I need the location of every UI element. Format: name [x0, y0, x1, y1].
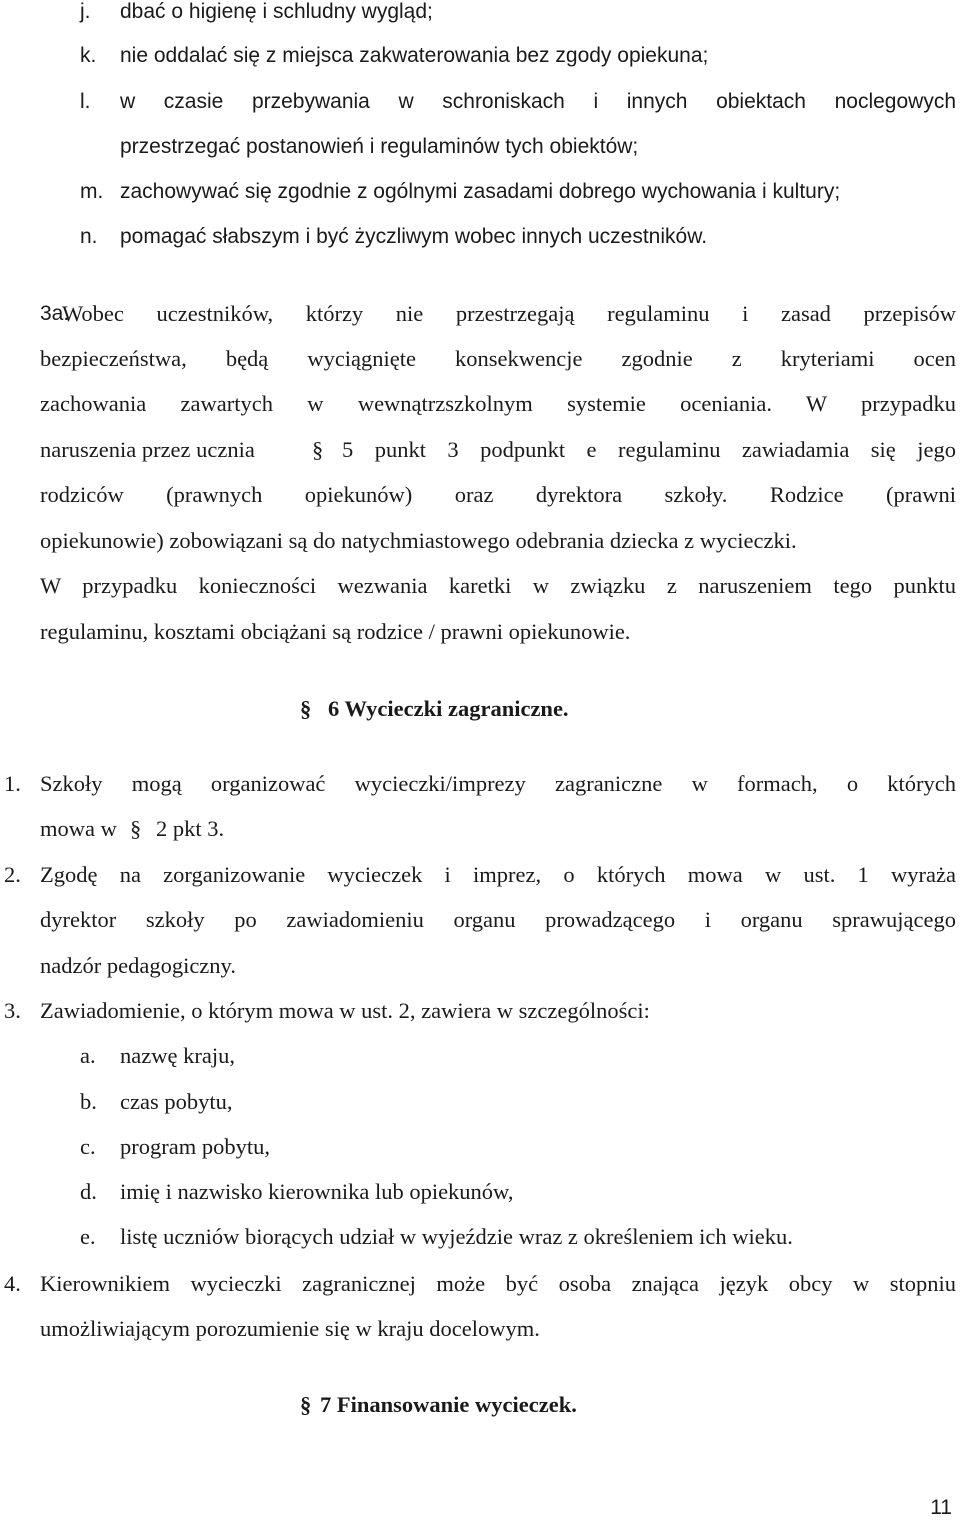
list-item: nie oddalać się z miejsca zakwaterowania bez zgody opiekuna; [120, 44, 709, 67]
list-item: dbać o higienę i schludny wygląd; [120, 0, 433, 23]
paragraph-line: 5 punkt 3 podpunkt e regulaminu zawiadamia się jego [342, 437, 956, 462]
paragraph-line: zachowania zawartych w wewnątrzszkolnym systemie oceniania. W przypadku [40, 391, 956, 416]
section-title: 6 Wycieczki zagraniczne. [328, 696, 569, 721]
sublist-marker: e. [80, 1224, 96, 1249]
sublist-item: program pobytu, [120, 1134, 270, 1159]
list-marker: n. [80, 225, 98, 248]
item-marker: 2. [4, 862, 21, 887]
list-marker: l. [80, 90, 91, 113]
item-marker: 4. [4, 1271, 21, 1296]
list-item: zachowywać się zgodnie z ogólnymi zasadami dobrego wychowania i kultury; [120, 180, 841, 203]
item-line: Zawiadomienie, o którym mowa w ust. 2, zawiera w szczególności: [40, 998, 650, 1023]
list-marker: j. [80, 0, 91, 23]
item-line: 2 pkt 3. [156, 816, 225, 841]
list-item-continuation: przestrzegać postanowień i regulaminów tych obiektów; [120, 135, 639, 158]
list-marker: m. [80, 180, 104, 203]
paragraph-line: regulaminu, kosztami obciążani są rodzice / prawni opiekunowie. [40, 619, 631, 644]
item-line: Zgodę na zorganizowanie wycieczek i imprez, o których mowa w ust. 1 wyraża [40, 862, 956, 887]
paragraph-line: opiekunowie) zobowiązani są do natychmiastowego odebrania dziecka z wycieczki. [40, 528, 797, 553]
sublist-item: listę uczniów biorących udział w wyjeździe wraz z określeniem ich wieku. [120, 1224, 793, 1249]
paragraph-line: W przypadku konieczności wezwania karetki w związku z naruszeniem tego punktu [40, 573, 956, 598]
paragraph-line: bezpieczeństwa, będą wyciągnięte konsekwencje zgodnie z kryteriami ocen [40, 346, 956, 371]
section-sign-icon: § [130, 816, 142, 841]
item-marker: 1. [4, 771, 21, 796]
sublist-marker: b. [80, 1089, 97, 1114]
item-line: nadzór pedagogiczny. [40, 953, 236, 978]
sublist-item: nazwę kraju, [120, 1043, 235, 1068]
section-sign-icon: § [300, 1392, 312, 1417]
list-item: w czasie przebywania w schroniskach i innych obiektach noclegowych [120, 90, 956, 113]
list-marker: k. [80, 44, 97, 67]
sublist-item: czas pobytu, [120, 1089, 233, 1114]
page-number: 11 [930, 1496, 952, 1519]
paragraph-line: naruszenia przez ucznia [40, 437, 255, 462]
item-line: mowa w [40, 816, 117, 841]
section-sign-icon: § [300, 696, 312, 721]
paragraph-line: rodziców (prawnych opiekunów) oraz dyrektora szkoły. Rodzice (prawni [40, 482, 956, 507]
sublist-marker: d. [80, 1179, 97, 1204]
item-marker: 3. [4, 998, 21, 1023]
paragraph-marker: 3a. [40, 302, 70, 325]
item-line: umożliwiającym porozumienie się w kraju docelowym. [40, 1316, 540, 1341]
item-line: Szkoły mogą organizować wycieczki/imprezy zagraniczne w formach, o których [40, 771, 956, 796]
paragraph-line: Wobec uczestników, którzy nie przestrzegają regulaminu i zasad przepisów [62, 301, 956, 326]
sublist-marker: c. [80, 1134, 96, 1159]
sublist-item: imię i nazwisko kierownika lub opiekunów, [120, 1179, 514, 1204]
item-line: dyrektor szkoły po zawiadomieniu organu prowadzącego i organu sprawującego [40, 907, 956, 932]
sublist-marker: a. [80, 1043, 96, 1068]
item-line: Kierownikiem wycieczki zagranicznej może być osoba znająca język obcy w stopniu [40, 1271, 956, 1296]
section-sign-icon: § [312, 437, 324, 462]
section-title: 7 Finansowanie wycieczek. [320, 1392, 577, 1417]
list-item: pomagać słabszym i być życzliwym wobec innych uczestników. [120, 225, 708, 248]
